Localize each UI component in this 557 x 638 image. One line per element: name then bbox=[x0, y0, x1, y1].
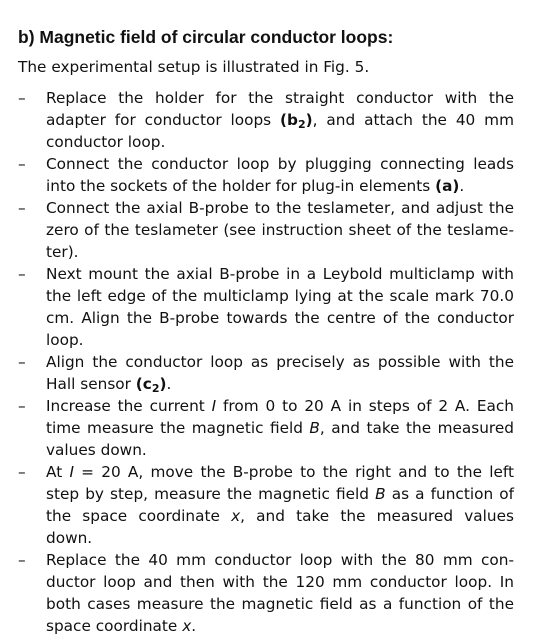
text-run: Align the conductor loop as precisely as possible with the Hall sensor bbox=[46, 353, 514, 393]
list-item-text bbox=[46, 395, 514, 461]
intro-paragraph: The experimental setup is illustrated in Fig. 5. bbox=[18, 58, 370, 76]
text-run: from 0 to 20 A in steps of 2 A. Each time measure the magnetic field bbox=[46, 397, 515, 437]
list-item bbox=[18, 87, 514, 153]
component-reference-subscript bbox=[152, 375, 160, 393]
list-item-text bbox=[46, 153, 514, 197]
list-item bbox=[18, 351, 514, 395]
list-item-text bbox=[46, 461, 514, 549]
variable-symbol: x bbox=[182, 617, 192, 635]
section-heading: b) Magnetic field of circular conductor loops: bbox=[18, 27, 394, 47]
list-item-text bbox=[46, 87, 514, 153]
text-run: . bbox=[459, 177, 465, 195]
component-reference-subscript bbox=[298, 111, 306, 129]
text-run: Replace the holder for the straight conductor with the adapter for conductor loops bbox=[46, 89, 514, 129]
text-run: , and take the measured values down. bbox=[46, 419, 514, 459]
bullet-dash: – bbox=[18, 265, 26, 283]
component-reference: ) bbox=[305, 111, 313, 129]
bullet-dash: – bbox=[18, 463, 26, 481]
list-item bbox=[18, 197, 514, 263]
text-run: Increase the current bbox=[46, 397, 212, 415]
subscript: 2 bbox=[298, 118, 306, 131]
text-run: Replace the 40 mm conductor loop with the 80 mm conductor loop and then with the 120 mm conductor loop. In both cases measure the magnetic field as a function of the space coordinate bbox=[46, 551, 514, 635]
instruction-list bbox=[18, 87, 514, 637]
text-run: Connect the axial B-probe to the teslameter, and adjust the zero of the teslameter (see instruction sheet of the teslameter). bbox=[46, 199, 514, 261]
text-run: At bbox=[46, 463, 70, 481]
list-item-text bbox=[46, 351, 514, 395]
subscript: 2 bbox=[151, 382, 160, 395]
bullet-dash: – bbox=[18, 551, 26, 569]
list-item bbox=[18, 461, 514, 549]
variable-symbol: I bbox=[69, 463, 74, 481]
list-item bbox=[18, 549, 514, 637]
list-item-text bbox=[46, 263, 514, 351]
text-run: Next mount the axial B-probe in a Leybold multiclamp with the left edge of the multiclamp lying at the scale mark 70.0 cm. Align the B-probe towards the centre of the conductor loop. bbox=[46, 265, 514, 349]
text-run: , and attach the 40 mm conductor loop. bbox=[46, 111, 514, 151]
variable-symbol: B bbox=[309, 419, 320, 437]
text-run: = 20 A, move the B-probe to the right and to the left step by step, measure the magnetic field bbox=[46, 463, 514, 503]
list-item bbox=[18, 263, 514, 351]
text-run: , and take the measured values down. bbox=[46, 507, 514, 547]
bullet-dash: – bbox=[18, 199, 26, 217]
variable-symbol: B bbox=[375, 485, 386, 503]
list-item bbox=[18, 395, 514, 461]
variable-symbol: x bbox=[231, 507, 241, 525]
text-run: . bbox=[191, 617, 197, 635]
component-reference: (b bbox=[280, 111, 298, 129]
bullet-dash: – bbox=[18, 397, 26, 415]
list-item-text bbox=[46, 549, 514, 637]
bullet-dash: – bbox=[18, 353, 26, 371]
list-item-text bbox=[46, 197, 514, 263]
text-run: . bbox=[166, 375, 172, 393]
bullet-dash: – bbox=[18, 89, 26, 107]
variable-symbol: I bbox=[211, 397, 217, 415]
component-reference: ) bbox=[159, 375, 167, 393]
text-run: Connect the conductor loop by plugging connecting leads into the sockets of the holder for plug-in elements bbox=[46, 155, 514, 195]
component-reference: (c bbox=[135, 375, 152, 393]
bullet-dash: – bbox=[18, 155, 26, 173]
text-run: as a function of the space coordinate bbox=[46, 485, 514, 525]
list-item bbox=[18, 153, 514, 197]
component-reference: (a) bbox=[435, 177, 460, 195]
